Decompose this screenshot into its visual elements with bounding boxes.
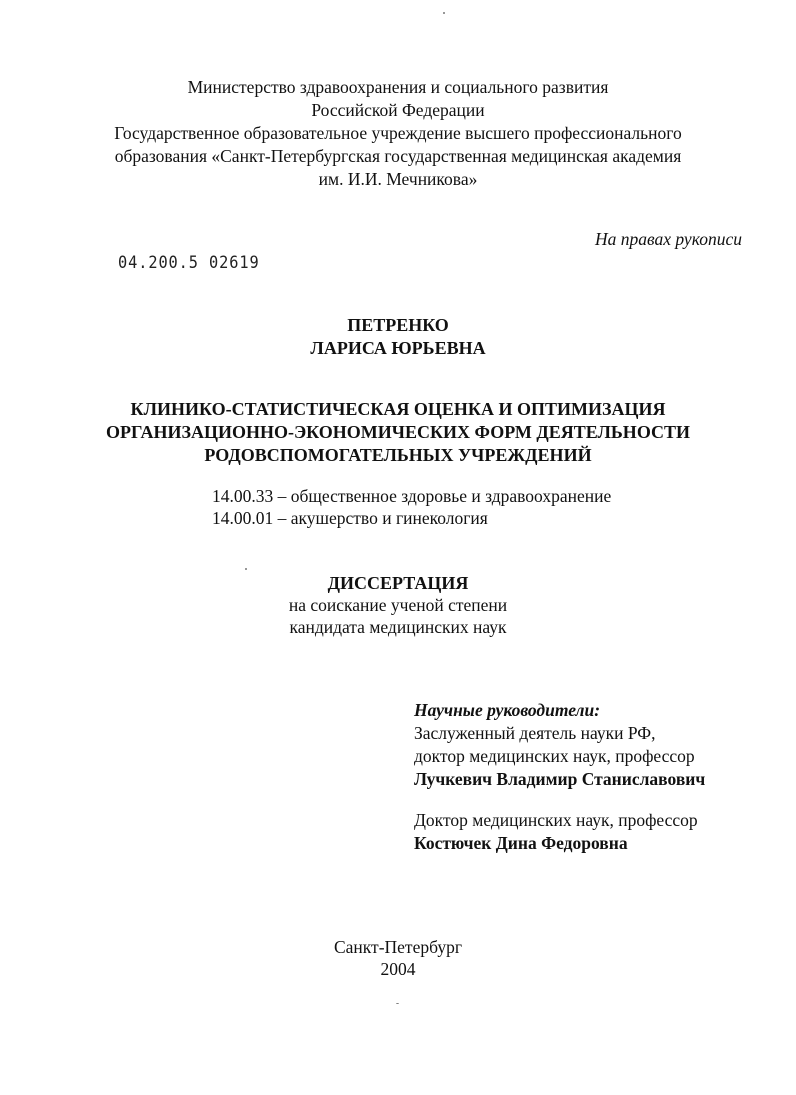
specialty-line: 14.00.33 – общественное здоровье и здравоохранение [212,486,612,506]
header-line: образования «Санкт-Петербургская государственная медицинская академия [114,146,682,166]
supervisors-block [414,699,705,855]
supervisor-spacer [414,791,705,809]
scan-speck [396,1003,399,1004]
title-line: ОРГАНИЗАЦИОННО-ЭКОНОМИЧЕСКИХ ФОРМ ДЕЯТЕЛЬНОСТИ [105,422,691,442]
header-line: Российской Федерации [311,100,485,120]
author-block [0,314,796,360]
title-line: РОДОВСПОМОГАТЕЛЬНЫХ УЧРЕЖДЕНИЙ [204,445,592,465]
supervisors-label: Научные руководители: [414,700,601,720]
supervisor-title: Доктор медицинских наук, профессор [414,810,698,830]
header-line: Министерство здравоохранения и социального развития [187,77,609,97]
thesis-degree-line: кандидата медицинских наук [289,617,507,637]
thesis-heading: ДИССЕРТАЦИЯ [327,573,469,593]
header-line: им. И.И. Мечникова» [318,169,478,189]
header-line: Государственное образовательное учреждение высшего профессионального [114,123,682,143]
title-line: КЛИНИКО-СТАТИСТИЧЕСКАЯ ОЦЕНКА И ОПТИМИЗАЦИЯ [130,399,666,419]
year: 2004 [380,959,416,979]
specialty-codes [212,485,611,529]
place-and-year [0,936,796,980]
supervisor-title: доктор медицинских наук, профессор [414,746,695,766]
manuscript-note: На правах рукописи [595,229,742,249]
thesis-degree-line: на соискание ученой степени [288,595,508,615]
supervisor-title: Заслуженный деятель науки РФ, [414,723,656,743]
scan-speck [443,12,445,14]
supervisor-name: Костючек Дина Федоровна [414,833,628,853]
author-surname: ПЕТРЕНКО [347,315,449,335]
city: Санкт-Петербург [333,937,463,957]
scan-speck [245,568,247,570]
thesis-designation [0,572,796,638]
institution-header [0,76,796,191]
catalog-number-stamp: 04.200.5 02619 [118,253,260,273]
dissertation-title [0,398,796,467]
specialty-line: 14.00.01 – акушерство и гинекология [212,508,488,528]
supervisor-name: Лучкевич Владимир Станиславович [414,769,706,789]
author-given-names: ЛАРИСА ЮРЬЕВНА [310,338,486,358]
